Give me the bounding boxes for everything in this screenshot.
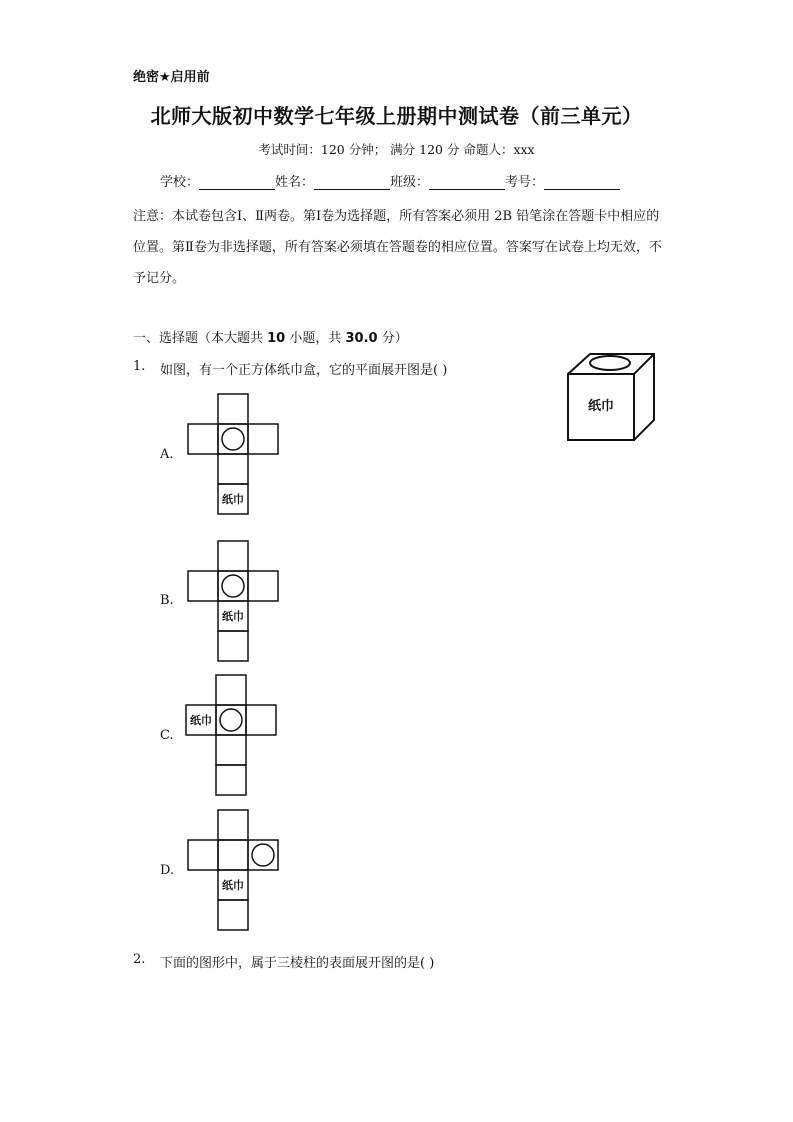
option-d-label[interactable]: D.	[160, 863, 175, 878]
exam-no-blank[interactable]	[544, 175, 620, 190]
exam-subtitle: 考试时间：120 分钟； 满分 120 分 命题人：xxx	[258, 142, 535, 157]
student-info-line	[160, 171, 620, 190]
school-blank[interactable]	[199, 175, 275, 190]
option-c-net	[184, 673, 280, 799]
question-count: 10	[267, 331, 286, 346]
option-b-label[interactable]: B.	[160, 593, 174, 608]
option-a-label[interactable]: A.	[160, 447, 174, 462]
exam-no-label: 考号：	[505, 175, 545, 190]
option-b-face-label: 纸巾	[222, 610, 244, 623]
option-d-net	[186, 808, 282, 934]
school-label: 学校：	[160, 175, 200, 190]
class-blank[interactable]	[429, 175, 505, 190]
section-heading: 一、选择题（本大题共 10 小题，共 30.0 分）	[133, 331, 408, 346]
exam-title: 北师大版初中数学七年级上册期中测试卷（前三单元）	[150, 104, 643, 128]
option-a-face-label: 纸巾	[222, 493, 244, 506]
question-2-number: 2.	[133, 952, 146, 967]
exam-notice: 注意：本试卷包含Ⅰ、Ⅱ两卷。第Ⅰ卷为选择题，所有答案必须用 2B 铅笔涂在答题卡中相应的位置。第Ⅱ卷为非选择题，所有答案必须填在答题卷的相应位置。答案写在试卷上均无效，不予记分。	[133, 209, 662, 286]
confidential-label: 绝密★启用前	[133, 70, 210, 85]
name-blank[interactable]	[314, 175, 390, 190]
option-c-face-label: 纸巾	[190, 714, 212, 727]
option-d-face-label: 纸巾	[222, 879, 244, 892]
tissue-box-label: 纸巾	[587, 399, 615, 414]
tissue-box-figure	[560, 346, 660, 446]
question-2-text: 下面的图形中，属于三棱柱的表面展开图的是( )	[160, 956, 435, 971]
option-c-label[interactable]: C.	[160, 728, 174, 743]
question-1-text: 如图，有一个正方体纸巾盒，它的平面展开图是( )	[160, 363, 448, 378]
section-score: 30.0	[345, 331, 378, 346]
name-label: 姓名：	[275, 175, 315, 190]
question-1-number: 1.	[133, 359, 146, 374]
option-b-net	[186, 539, 282, 665]
option-a-net	[186, 392, 282, 518]
class-label: 班级：	[390, 175, 430, 190]
